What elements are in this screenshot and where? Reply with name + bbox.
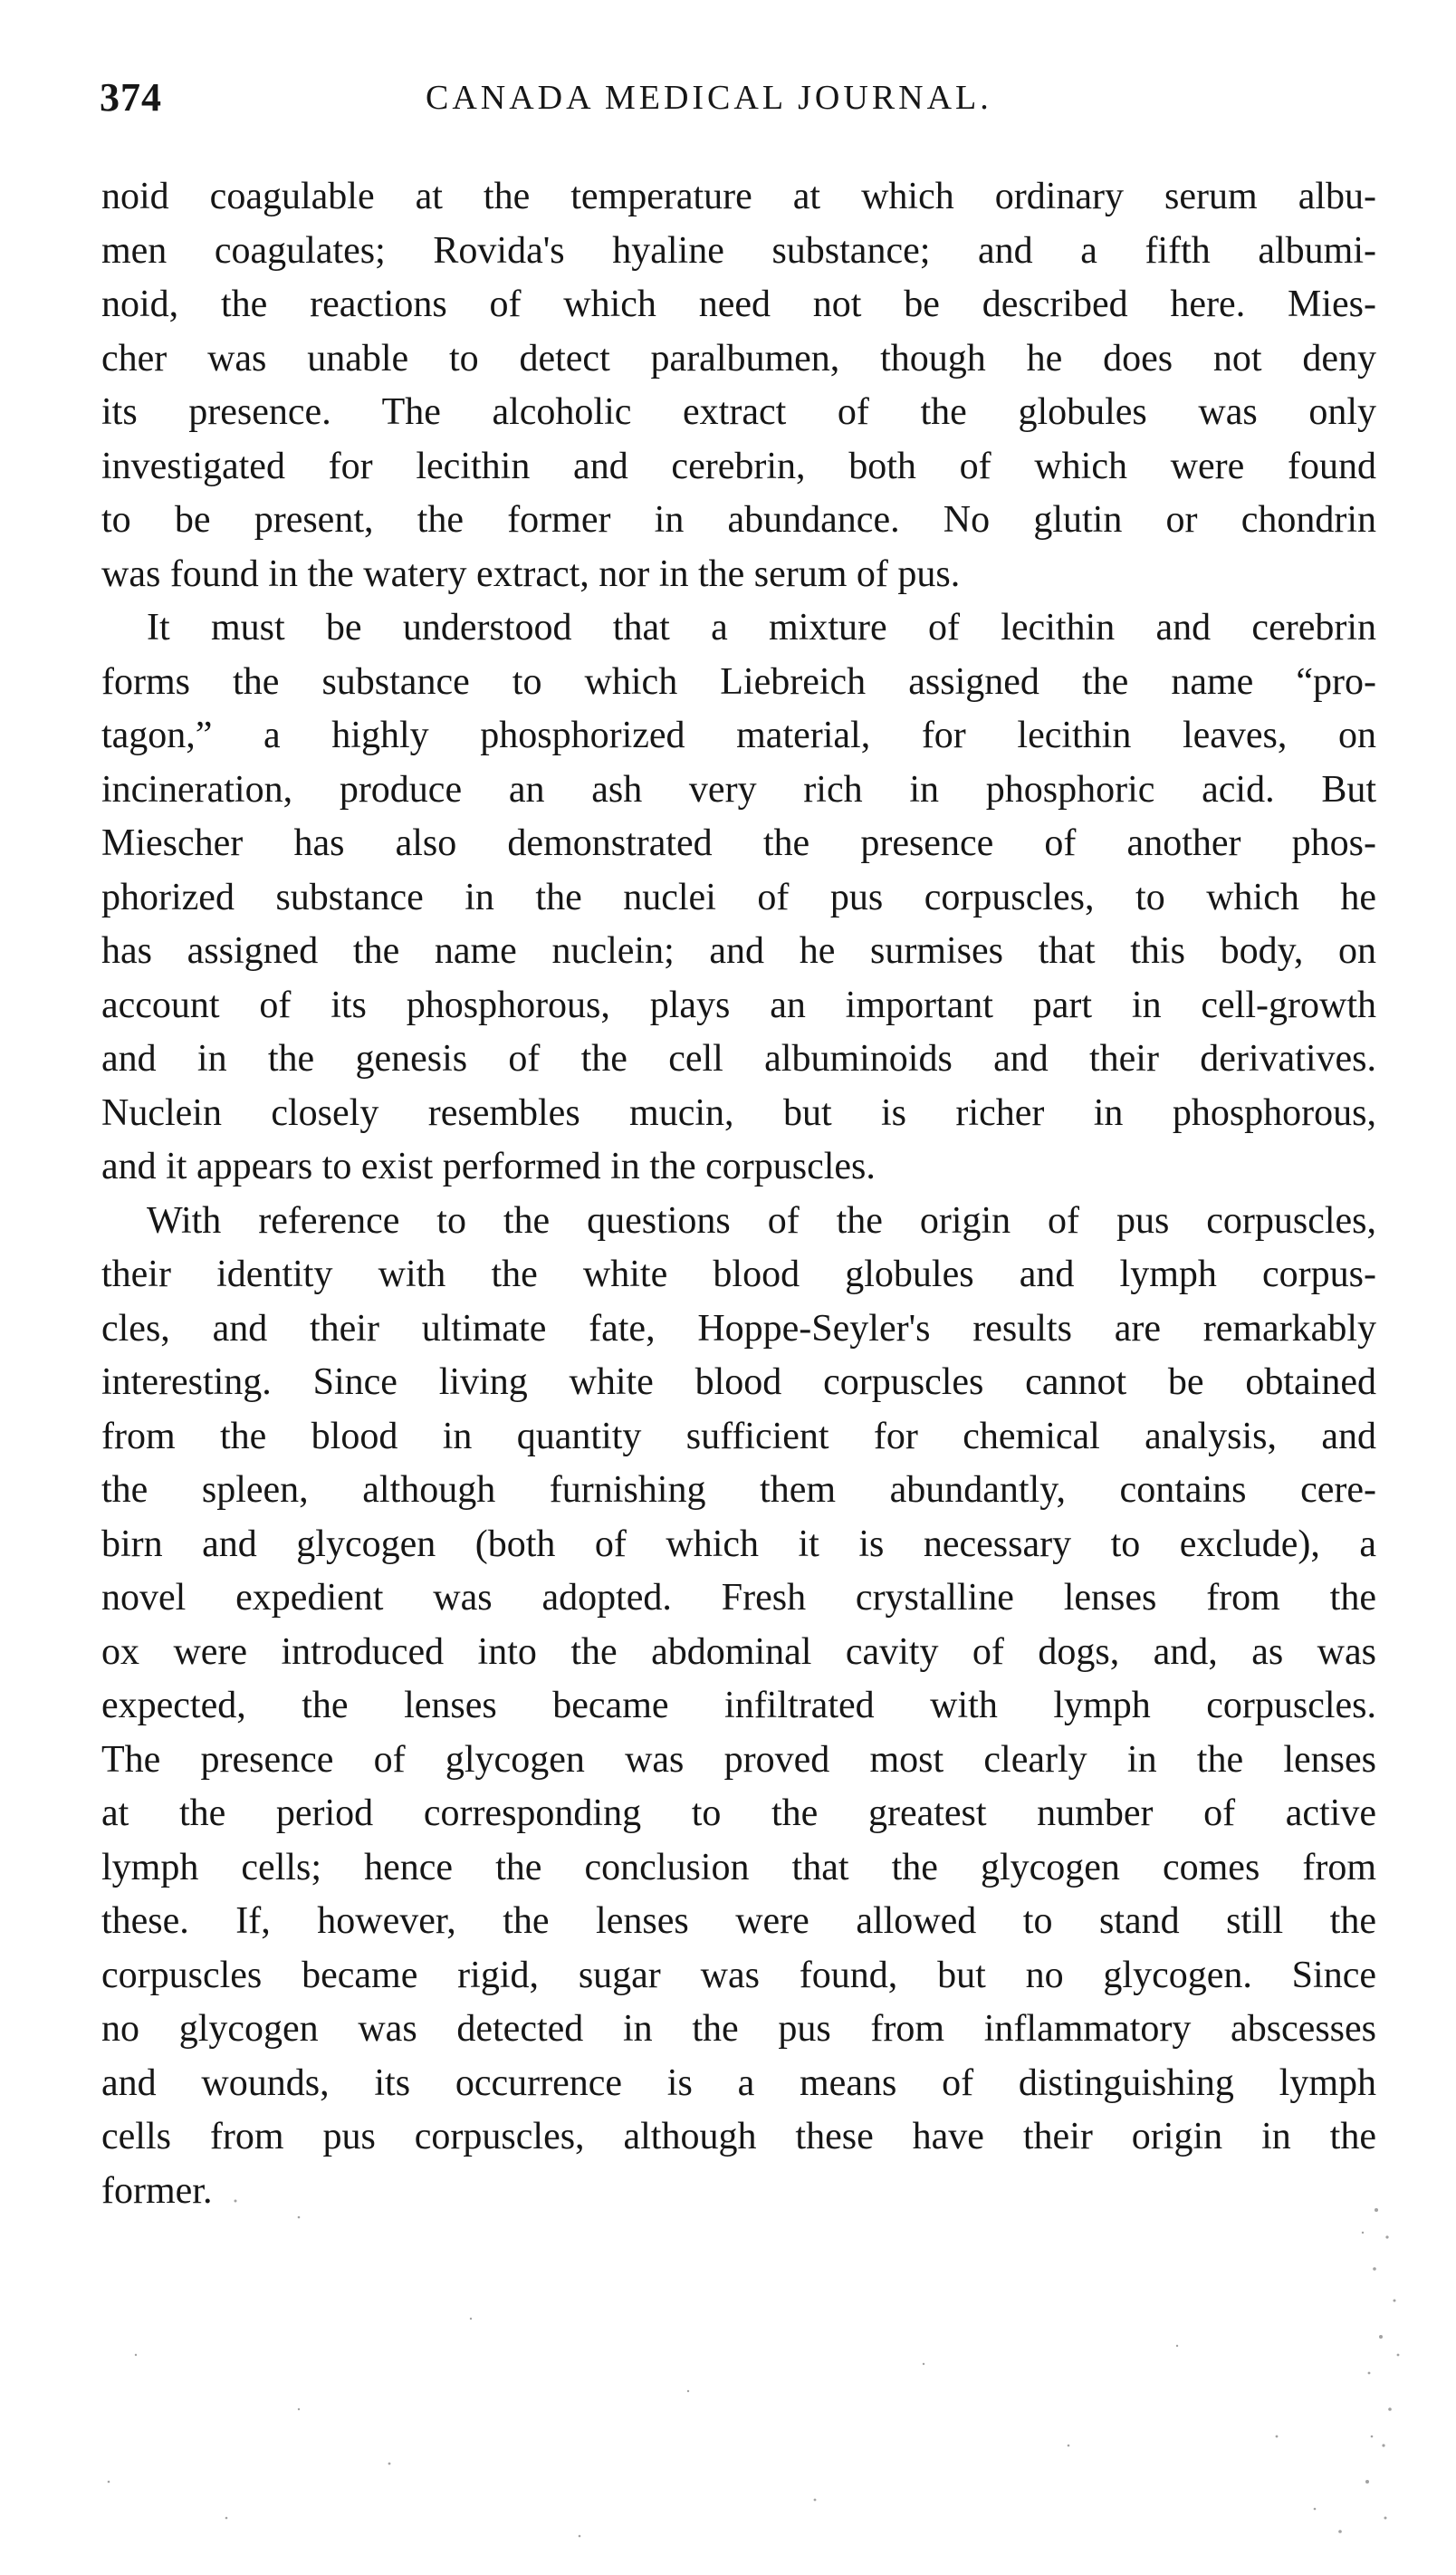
text-line: from the blood in quantity sufficient for chemical analysis, and: [101, 1415, 1376, 1457]
text-line: and wounds, its occurrence is a means of distinguishing lymph: [101, 2061, 1376, 2104]
text-line: cles, and their ultimate fate, Hoppe-Seyler's results are remarkably: [101, 1307, 1376, 1350]
text-line: forms the substance to which Liebreich assigned the name “pro-: [101, 660, 1376, 703]
text-line: has assigned the name nuclein; and he surmises that this body, on: [101, 930, 1376, 972]
text-line: tagon,” a highly phosphorized material, for lecithin leaves, on: [101, 715, 1376, 756]
text-line: noid coagulable at the temperature at which ordinary serum albu-: [101, 176, 1376, 217]
text-line: cher was unable to detect paralbumen, though he does not deny: [101, 337, 1376, 380]
text-line: noid, the reactions of which need not be described here. Mies-: [101, 283, 1376, 325]
text-line: birn and glycogen (both of which it is necessary to exclude), a: [101, 1523, 1376, 1565]
text-line: interesting. Since living white blood corpuscles cannot be obtained: [101, 1361, 1376, 1403]
text-line: the spleen, although furnishing them abundantly, contains cere-: [101, 1469, 1376, 1511]
running-head: CANADA MEDICAL JOURNAL.: [426, 79, 992, 117]
page-header: [100, 74, 1394, 138]
text-line: men coagulates; Rovida's hyaline substance; and a fifth albumi-: [101, 229, 1376, 272]
text-line: cells from pus corpuscles, although these have their origin in the: [101, 2116, 1376, 2157]
text-line: corpuscles became rigid, sugar was found, but no glycogen. Since: [101, 1954, 1376, 1996]
text-line: account of its phosphorous, plays an important part in cell-growth: [101, 984, 1376, 1026]
text-line: Miescher has also demonstrated the presence of another phos-: [101, 822, 1376, 864]
text-line: It must be understood that a mixture of lecithin and cerebrin: [147, 607, 1376, 649]
text-line: their identity with the white blood globules and lymph corpus-: [101, 1254, 1376, 1295]
text-line: and it appears to exist performed in the corpuscles.: [101, 1146, 876, 1187]
text-line: to be present, the former in abundance. No glutin or chondrin: [101, 499, 1376, 541]
text-line: phorized substance in the nuclei of pus corpuscles, to which he: [101, 876, 1376, 918]
text-line: The presence of glycogen was proved most clearly in the lenses: [101, 1738, 1376, 1781]
text-line: no glycogen was detected in the pus from inflammatory abscesses: [101, 2008, 1376, 2050]
text-line: was found in the watery extract, nor in the serum of pus.: [101, 552, 961, 595]
text-line: incineration, produce an ash very rich in phosphoric acid. But: [101, 768, 1376, 811]
body-text: [101, 170, 1376, 2218]
text-line: expected, the lenses became infiltrated with lymph corpuscles.: [101, 1685, 1376, 1726]
text-line: lymph cells; hence the conclusion that the glycogen comes from: [101, 1846, 1376, 1888]
text-line: novel expedient was adopted. Fresh crystalline lenses from the: [101, 1577, 1376, 1619]
page-number: 374: [100, 75, 162, 120]
text-line: and in the genesis of the cell albuminoids and their derivatives.: [101, 1038, 1376, 1080]
text-line: Nuclein closely resembles mucin, but is richer in phosphorous,: [101, 1091, 1376, 1134]
text-line: at the period corresponding to the greatest number of active: [101, 1792, 1376, 1834]
text-line: With reference to the questions of the origin of pus corpuscles,: [147, 1199, 1376, 1242]
text-line: its presence. The alcoholic extract of the globules was only: [101, 391, 1376, 433]
text-line: former.: [101, 2169, 213, 2212]
text-line: ox were introduced into the abdominal cavity of dogs, and, as was: [101, 1630, 1376, 1673]
text-line: these. If, however, the lenses were allowed to stand still the: [101, 1900, 1376, 1942]
text-line: investigated for lecithin and cerebrin, both of which were found: [101, 445, 1376, 487]
